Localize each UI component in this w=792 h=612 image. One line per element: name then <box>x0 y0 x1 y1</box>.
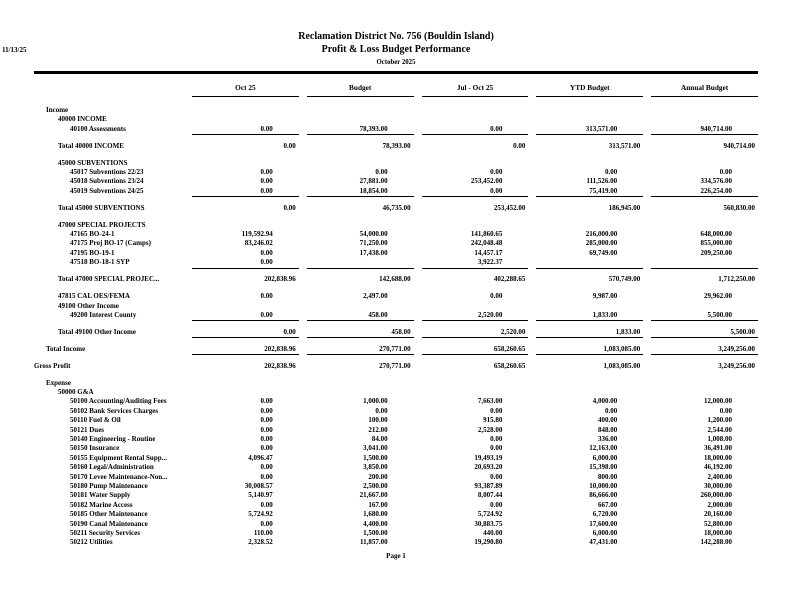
amount-cell: 19,290.80 <box>474 538 503 547</box>
report-row <box>34 177 758 186</box>
row-label: 50185 Other Maintenance <box>70 510 148 519</box>
row-label: 50155 Equipment Rental Supp... <box>70 453 167 462</box>
amount-cell: 658,260.65 <box>422 345 529 355</box>
amount-cell: 0.00 <box>490 168 503 177</box>
amount-cell: 52,800.00 <box>704 519 732 528</box>
amount-cell <box>422 159 529 168</box>
company-title: Reclamation District No. 756 (Bouldin Island) <box>298 31 494 42</box>
row-label: 49100 Other Income <box>58 301 119 310</box>
report-row <box>34 463 758 472</box>
amount-cell <box>422 302 529 311</box>
row-label: Gross Profit <box>34 361 71 370</box>
report-row <box>34 426 758 435</box>
amount-cell <box>422 106 529 115</box>
amount-cell: 186,945.00 <box>608 203 641 212</box>
amount-cell: 78,393.00 <box>307 125 414 135</box>
column-header: Budget <box>307 83 414 97</box>
amount-cell <box>192 302 299 311</box>
amount-cell: 0.00 <box>719 406 732 415</box>
amount-cell: 1,833.00 <box>536 311 643 321</box>
amount-cell <box>536 221 643 230</box>
amount-cell: 260,000.00 <box>700 491 732 500</box>
amount-cell: 1,680.00 <box>363 510 388 519</box>
report-content <box>34 0 758 548</box>
row-label: 50160 Legal/Administration <box>70 463 154 472</box>
amount-cell: 270,771.00 <box>307 345 414 355</box>
report-row <box>34 388 758 397</box>
amount-cell: 0.00 <box>513 141 526 150</box>
amount-cell: 4,400.00 <box>363 519 388 528</box>
page-footer: Page 1 <box>386 552 406 560</box>
amount-cell: 4,096.47 <box>248 453 273 462</box>
amount-cell: 2,497.00 <box>363 292 388 301</box>
amount-cell <box>651 302 758 311</box>
amount-cell: 402,288.65 <box>493 275 526 284</box>
amount-cell: 12,163.00 <box>589 444 618 453</box>
row-label: 50180 Pump Maintenance <box>70 482 148 490</box>
report-rows <box>34 106 758 548</box>
amount-cell: 0.00 <box>192 328 299 338</box>
amount-cell: 12,000.00 <box>704 397 732 406</box>
report-row <box>34 397 758 406</box>
report-row <box>34 379 758 388</box>
amount-cell: 2,000.00 <box>707 500 732 509</box>
amount-cell: 313,571.00 <box>536 125 643 135</box>
row-label: 45019 Subventions 24/25 <box>70 186 144 195</box>
amount-cell: 9,987.00 <box>592 292 618 301</box>
amount-cell: 0.00 <box>422 125 529 135</box>
amount-cell: 2,544.00 <box>707 425 732 434</box>
amount-cell: 285,000.00 <box>585 239 618 248</box>
amount-cell <box>422 388 529 397</box>
amount-cell: 458.00 <box>307 311 414 321</box>
amount-cell <box>651 159 758 168</box>
amount-cell <box>536 106 643 115</box>
report-row <box>34 292 758 301</box>
row-label: Total 45000 SUBVENTIONS <box>58 203 145 212</box>
amount-cell: 0.00 <box>192 258 299 268</box>
amount-cell: 0.00 <box>260 177 273 186</box>
row-label: 45000 SUBVENTIONS <box>58 158 128 167</box>
report-row <box>34 473 758 482</box>
amount-cell: 0.00 <box>604 406 618 415</box>
row-label: 50140 Engineering - Routine <box>70 434 156 443</box>
report-title: Profit & Loss Budget Performance <box>321 44 471 55</box>
report-header <box>34 0 758 67</box>
amount-cell: 440.00 <box>483 529 503 538</box>
amount-cell: 83,246.02 <box>244 239 273 248</box>
amount-cell: 15,398.00 <box>589 463 618 472</box>
amount-cell: 19,493.19 <box>474 453 503 462</box>
amount-cell: 1,083,085.00 <box>536 345 643 355</box>
amount-cell: 0.00 <box>490 500 503 509</box>
row-label: 40100 Assessments <box>70 124 126 133</box>
amount-cell: 7,663.00 <box>477 397 503 406</box>
amount-cell <box>422 115 529 124</box>
amount-cell: 18,000.00 <box>704 453 732 462</box>
amount-cell: 0.00 <box>260 416 273 425</box>
amount-cell: 3,922.37 <box>422 258 529 268</box>
amount-cell <box>307 106 414 115</box>
amount-cell: 8,007.44 <box>477 491 503 500</box>
amount-cell: 4,000.00 <box>592 397 618 406</box>
amount-cell: 848.00 <box>597 425 618 434</box>
amount-cell: 915.80 <box>483 416 503 425</box>
column-headers <box>34 83 758 97</box>
amount-cell: 648,000.00 <box>700 230 732 239</box>
column-header: Annual Budget <box>651 83 758 97</box>
amount-cell: 1,500.00 <box>363 529 388 538</box>
report-row <box>34 501 758 510</box>
row-label: 50170 Levee Maintenance-Non... <box>70 472 168 481</box>
amount-cell: 30,000.00 <box>704 482 732 490</box>
amount-cell: 75,419.00 <box>536 187 643 197</box>
amount-cell: 667.00 <box>597 500 618 509</box>
amount-cell <box>536 115 643 124</box>
amount-cell: 270,771.00 <box>379 361 411 370</box>
amount-cell <box>192 388 299 397</box>
row-label: 47195 BO-19-1 <box>70 248 115 257</box>
amount-cell: 84.00 <box>371 434 388 443</box>
row-label: Total Income <box>46 344 86 353</box>
amount-cell: 2,500.00 <box>363 482 388 490</box>
report-date: 11/13/25 <box>2 46 27 54</box>
report-row <box>34 444 758 453</box>
amount-cell: 0.00 <box>375 406 388 415</box>
amount-cell: 3,249,256.00 <box>651 345 758 355</box>
amount-cell: 0.00 <box>422 187 529 197</box>
amount-cell: 1,008.00 <box>707 434 732 443</box>
amount-cell: 0.00 <box>719 168 732 177</box>
report-row <box>34 435 758 444</box>
amount-cell: 119,592.94 <box>241 230 273 239</box>
amount-cell <box>536 258 643 268</box>
amount-cell <box>192 379 299 388</box>
amount-cell: 0.00 <box>260 248 273 257</box>
row-label: 49200 Interest County <box>70 310 137 319</box>
amount-cell: 0.00 <box>260 500 273 509</box>
amount-cell: 253,452.00 <box>493 203 526 212</box>
amount-cell: 0.00 <box>283 203 296 212</box>
row-label: Total 40000 INCOME <box>58 141 124 150</box>
amount-cell: 202,838.96 <box>264 275 296 284</box>
amount-cell: 2,528.00 <box>477 425 503 434</box>
amount-cell: 69,749.00 <box>589 248 618 257</box>
amount-cell: 2,328.52 <box>248 538 273 547</box>
amount-cell: 800.00 <box>597 472 618 481</box>
amount-cell: 0.00 <box>260 519 273 528</box>
amount-cell: 0.00 <box>490 444 503 453</box>
amount-cell: 5,500.00 <box>651 328 758 338</box>
column-header: YTD Budget <box>536 83 643 97</box>
amount-cell: 5,140.97 <box>248 491 273 500</box>
amount-cell: 560,830.00 <box>723 203 755 212</box>
amount-cell <box>307 258 414 268</box>
report-row <box>34 187 758 197</box>
row-label: 50000 G&A <box>58 387 94 396</box>
amount-cell: 3,249,256.00 <box>718 361 755 370</box>
amount-cell: 111,526.00 <box>586 177 618 186</box>
row-label: 50110 Fuel & Oil <box>70 416 121 425</box>
amount-cell: 14,457.17 <box>474 248 503 257</box>
amount-cell: 27,881.00 <box>359 177 388 186</box>
amount-cell <box>307 302 414 311</box>
report-row <box>34 362 758 371</box>
amount-cell: 1,833.00 <box>536 328 643 338</box>
report-row <box>34 142 758 151</box>
amount-cell: 0.00 <box>283 141 296 150</box>
amount-cell <box>307 388 414 397</box>
report-row <box>34 520 758 529</box>
amount-cell: 86,666.00 <box>589 491 618 500</box>
amount-cell: 1,712,250.00 <box>718 275 755 284</box>
column-header: Oct 25 <box>192 83 299 97</box>
report-row <box>34 249 758 258</box>
row-label: Expense <box>46 378 71 387</box>
amount-cell: 0.00 <box>192 125 299 135</box>
amount-cell: 0.00 <box>260 397 273 406</box>
amount-cell: 0.00 <box>604 168 618 177</box>
amount-cell: 29,962.00 <box>704 292 732 301</box>
amount-cell: 200.00 <box>368 472 388 481</box>
report-row <box>34 482 758 491</box>
row-label: 47518 BO-18-1 SYP <box>70 258 130 267</box>
amount-cell: 46,735.00 <box>382 203 411 212</box>
row-label: 47000 SPECIAL PROJECTS <box>58 220 146 229</box>
row-label: 47175 Proj BO-17 (Camps) <box>70 239 151 248</box>
amount-cell: 110.00 <box>253 529 273 538</box>
amount-cell: 313,571.00 <box>608 141 641 150</box>
amount-cell <box>651 388 758 397</box>
amount-cell: 658,260.65 <box>493 361 526 370</box>
amount-cell: 141,860.65 <box>470 230 503 239</box>
amount-cell: 0.00 <box>260 444 273 453</box>
amount-cell: 142,688.00 <box>379 275 411 284</box>
amount-cell: 100.00 <box>368 416 388 425</box>
amount-cell <box>192 106 299 115</box>
amount-cell: 400.00 <box>597 416 618 425</box>
amount-cell <box>192 221 299 230</box>
row-label: Total 47000 SPECIAL PROJEC... <box>58 275 160 284</box>
amount-cell: 21,667.00 <box>359 491 388 500</box>
amount-cell <box>536 159 643 168</box>
amount-cell: 2,400.00 <box>707 472 732 481</box>
amount-cell: 570,749.00 <box>608 275 641 284</box>
amount-cell <box>651 115 758 124</box>
amount-cell: 47,431.00 <box>589 538 618 547</box>
amount-cell: 226,254.00 <box>651 187 758 197</box>
amount-cell: 30,883.75 <box>474 519 503 528</box>
report-row <box>34 416 758 425</box>
amount-cell: 0.00 <box>260 463 273 472</box>
report-row <box>34 221 758 230</box>
column-header: Jul - Oct 25 <box>422 83 529 97</box>
column-header-spacer <box>42 83 184 97</box>
amount-cell: 5,724.92 <box>248 510 273 519</box>
amount-cell <box>307 159 414 168</box>
amount-cell: 242,048.48 <box>470 239 503 248</box>
report-row <box>34 510 758 519</box>
amount-cell: 11,857.00 <box>359 538 388 547</box>
row-label: 50181 Water Supply <box>70 491 131 500</box>
amount-cell: 167.00 <box>368 500 388 509</box>
amount-cell: 0.00 <box>490 406 503 415</box>
row-label: 50150 Insurance <box>70 444 120 453</box>
amount-cell: 18,854.00 <box>307 187 414 197</box>
amount-cell: 78,393.00 <box>382 141 411 150</box>
amount-cell: 142,288.00 <box>700 538 732 547</box>
amount-cell: 1,500.00 <box>363 453 388 462</box>
amount-cell <box>307 221 414 230</box>
amount-cell: 20,693.20 <box>474 463 503 472</box>
report-row <box>34 159 758 168</box>
row-label: 47165 BO-24-1 <box>70 230 115 239</box>
amount-cell: 3,041.00 <box>363 444 388 453</box>
amount-cell: 93,387.89 <box>474 482 503 490</box>
amount-cell: 0.00 <box>260 292 273 301</box>
row-label: 45018 Subventions 23/24 <box>70 177 144 186</box>
amount-cell: 0.00 <box>490 292 503 301</box>
amount-cell <box>307 379 414 388</box>
amount-cell: 336.00 <box>597 434 618 443</box>
amount-cell: 17,438.00 <box>359 248 388 257</box>
amount-cell: 0.00 <box>260 472 273 481</box>
amount-cell: 0.00 <box>192 187 299 197</box>
amount-cell: 253,452.00 <box>470 177 503 186</box>
amount-cell <box>536 379 643 388</box>
amount-cell: 1,083,085.00 <box>603 361 641 370</box>
row-label: 50102 Bank Services Charges <box>70 406 159 415</box>
header-rule <box>34 71 758 74</box>
row-label: 47815 CAL OES/FEMA <box>58 292 130 301</box>
row-label: Total 49100 Other Income <box>58 327 136 336</box>
row-label: Income <box>46 106 69 114</box>
amount-cell <box>651 106 758 115</box>
amount-cell: 1,200.00 <box>707 416 732 425</box>
amount-cell <box>422 379 529 388</box>
amount-cell <box>307 115 414 124</box>
amount-cell: 3,850.00 <box>363 463 388 472</box>
amount-cell: 6,000.00 <box>592 453 618 462</box>
amount-cell: 30,008.57 <box>244 482 273 490</box>
row-label: 50121 Dues <box>70 425 105 434</box>
amount-cell <box>651 221 758 230</box>
row-label: 50211 Security Services <box>70 529 140 538</box>
row-label: 50100 Accounting/Auditing Fees <box>70 397 167 406</box>
report-row <box>34 529 758 538</box>
amount-cell: 71,250.00 <box>359 239 388 248</box>
report-period: October 2025 <box>376 59 416 66</box>
amount-cell: 202,838.96 <box>264 361 296 370</box>
amount-cell: 17,600.00 <box>589 519 618 528</box>
amount-cell: 0.00 <box>260 168 273 177</box>
report-row <box>34 239 758 248</box>
report-row <box>34 454 758 463</box>
row-label: 50182 Marine Access <box>70 500 133 509</box>
amount-cell: 5,500.00 <box>651 311 758 321</box>
amount-cell: 0.00 <box>260 406 273 415</box>
row-label: 50212 Utilities <box>70 538 113 547</box>
amount-cell: 209,250.00 <box>700 248 732 257</box>
amount-cell: 36,491.00 <box>704 444 732 453</box>
amount-cell: 855,000.00 <box>700 239 732 248</box>
report-row <box>34 125 758 135</box>
report-row <box>34 168 758 177</box>
amount-cell: 0.00 <box>260 425 273 434</box>
amount-cell <box>192 159 299 168</box>
amount-cell <box>651 379 758 388</box>
amount-cell <box>422 221 529 230</box>
report-row <box>34 345 758 355</box>
amount-cell <box>536 388 643 397</box>
amount-cell <box>651 258 758 268</box>
amount-cell <box>536 302 643 311</box>
report-row <box>34 328 758 338</box>
report-row <box>34 311 758 321</box>
amount-cell: 212.00 <box>368 425 388 434</box>
amount-cell: 458.00 <box>307 328 414 338</box>
report-row <box>34 230 758 239</box>
amount-cell: 5,724.92 <box>477 510 503 519</box>
amount-cell: 0.00 <box>490 434 503 443</box>
report-row <box>34 204 758 213</box>
amount-cell: 46,192.00 <box>704 463 732 472</box>
report-row <box>34 115 758 124</box>
amount-cell: 334,576.00 <box>700 177 732 186</box>
amount-cell: 0.00 <box>260 434 273 443</box>
amount-cell: 2,520.00 <box>422 328 529 338</box>
amount-cell <box>192 115 299 124</box>
amount-cell: 10,000.00 <box>589 482 618 490</box>
row-label: 45017 Subventions 22/23 <box>70 168 144 177</box>
amount-cell: 1,000.00 <box>363 397 388 406</box>
report-row <box>34 302 758 311</box>
amount-cell: 202,838.96 <box>192 345 299 355</box>
amount-cell: 20,160.00 <box>704 510 732 519</box>
amount-cell: 6,000.00 <box>592 529 618 538</box>
report-row <box>34 407 758 416</box>
amount-cell: 0.00 <box>192 311 299 321</box>
report-row <box>34 491 758 500</box>
amount-cell: 54,000.00 <box>359 230 388 239</box>
amount-cell: 2,520.00 <box>422 311 529 321</box>
report-row <box>34 106 758 115</box>
amount-cell: 940,714.00 <box>723 141 755 150</box>
report-row <box>34 538 758 547</box>
amount-cell: 216,000.00 <box>585 230 618 239</box>
row-label: 50190 Canal Maintenance <box>70 519 148 528</box>
amount-cell: 0.00 <box>490 472 503 481</box>
amount-cell: 940,714.00 <box>651 125 758 135</box>
report-row <box>34 275 758 284</box>
amount-cell: 6,720.00 <box>592 510 618 519</box>
amount-cell: 18,000.00 <box>704 529 732 538</box>
row-label: 40000 INCOME <box>58 115 107 124</box>
amount-cell: 0.00 <box>375 168 388 177</box>
report-row <box>34 258 758 268</box>
